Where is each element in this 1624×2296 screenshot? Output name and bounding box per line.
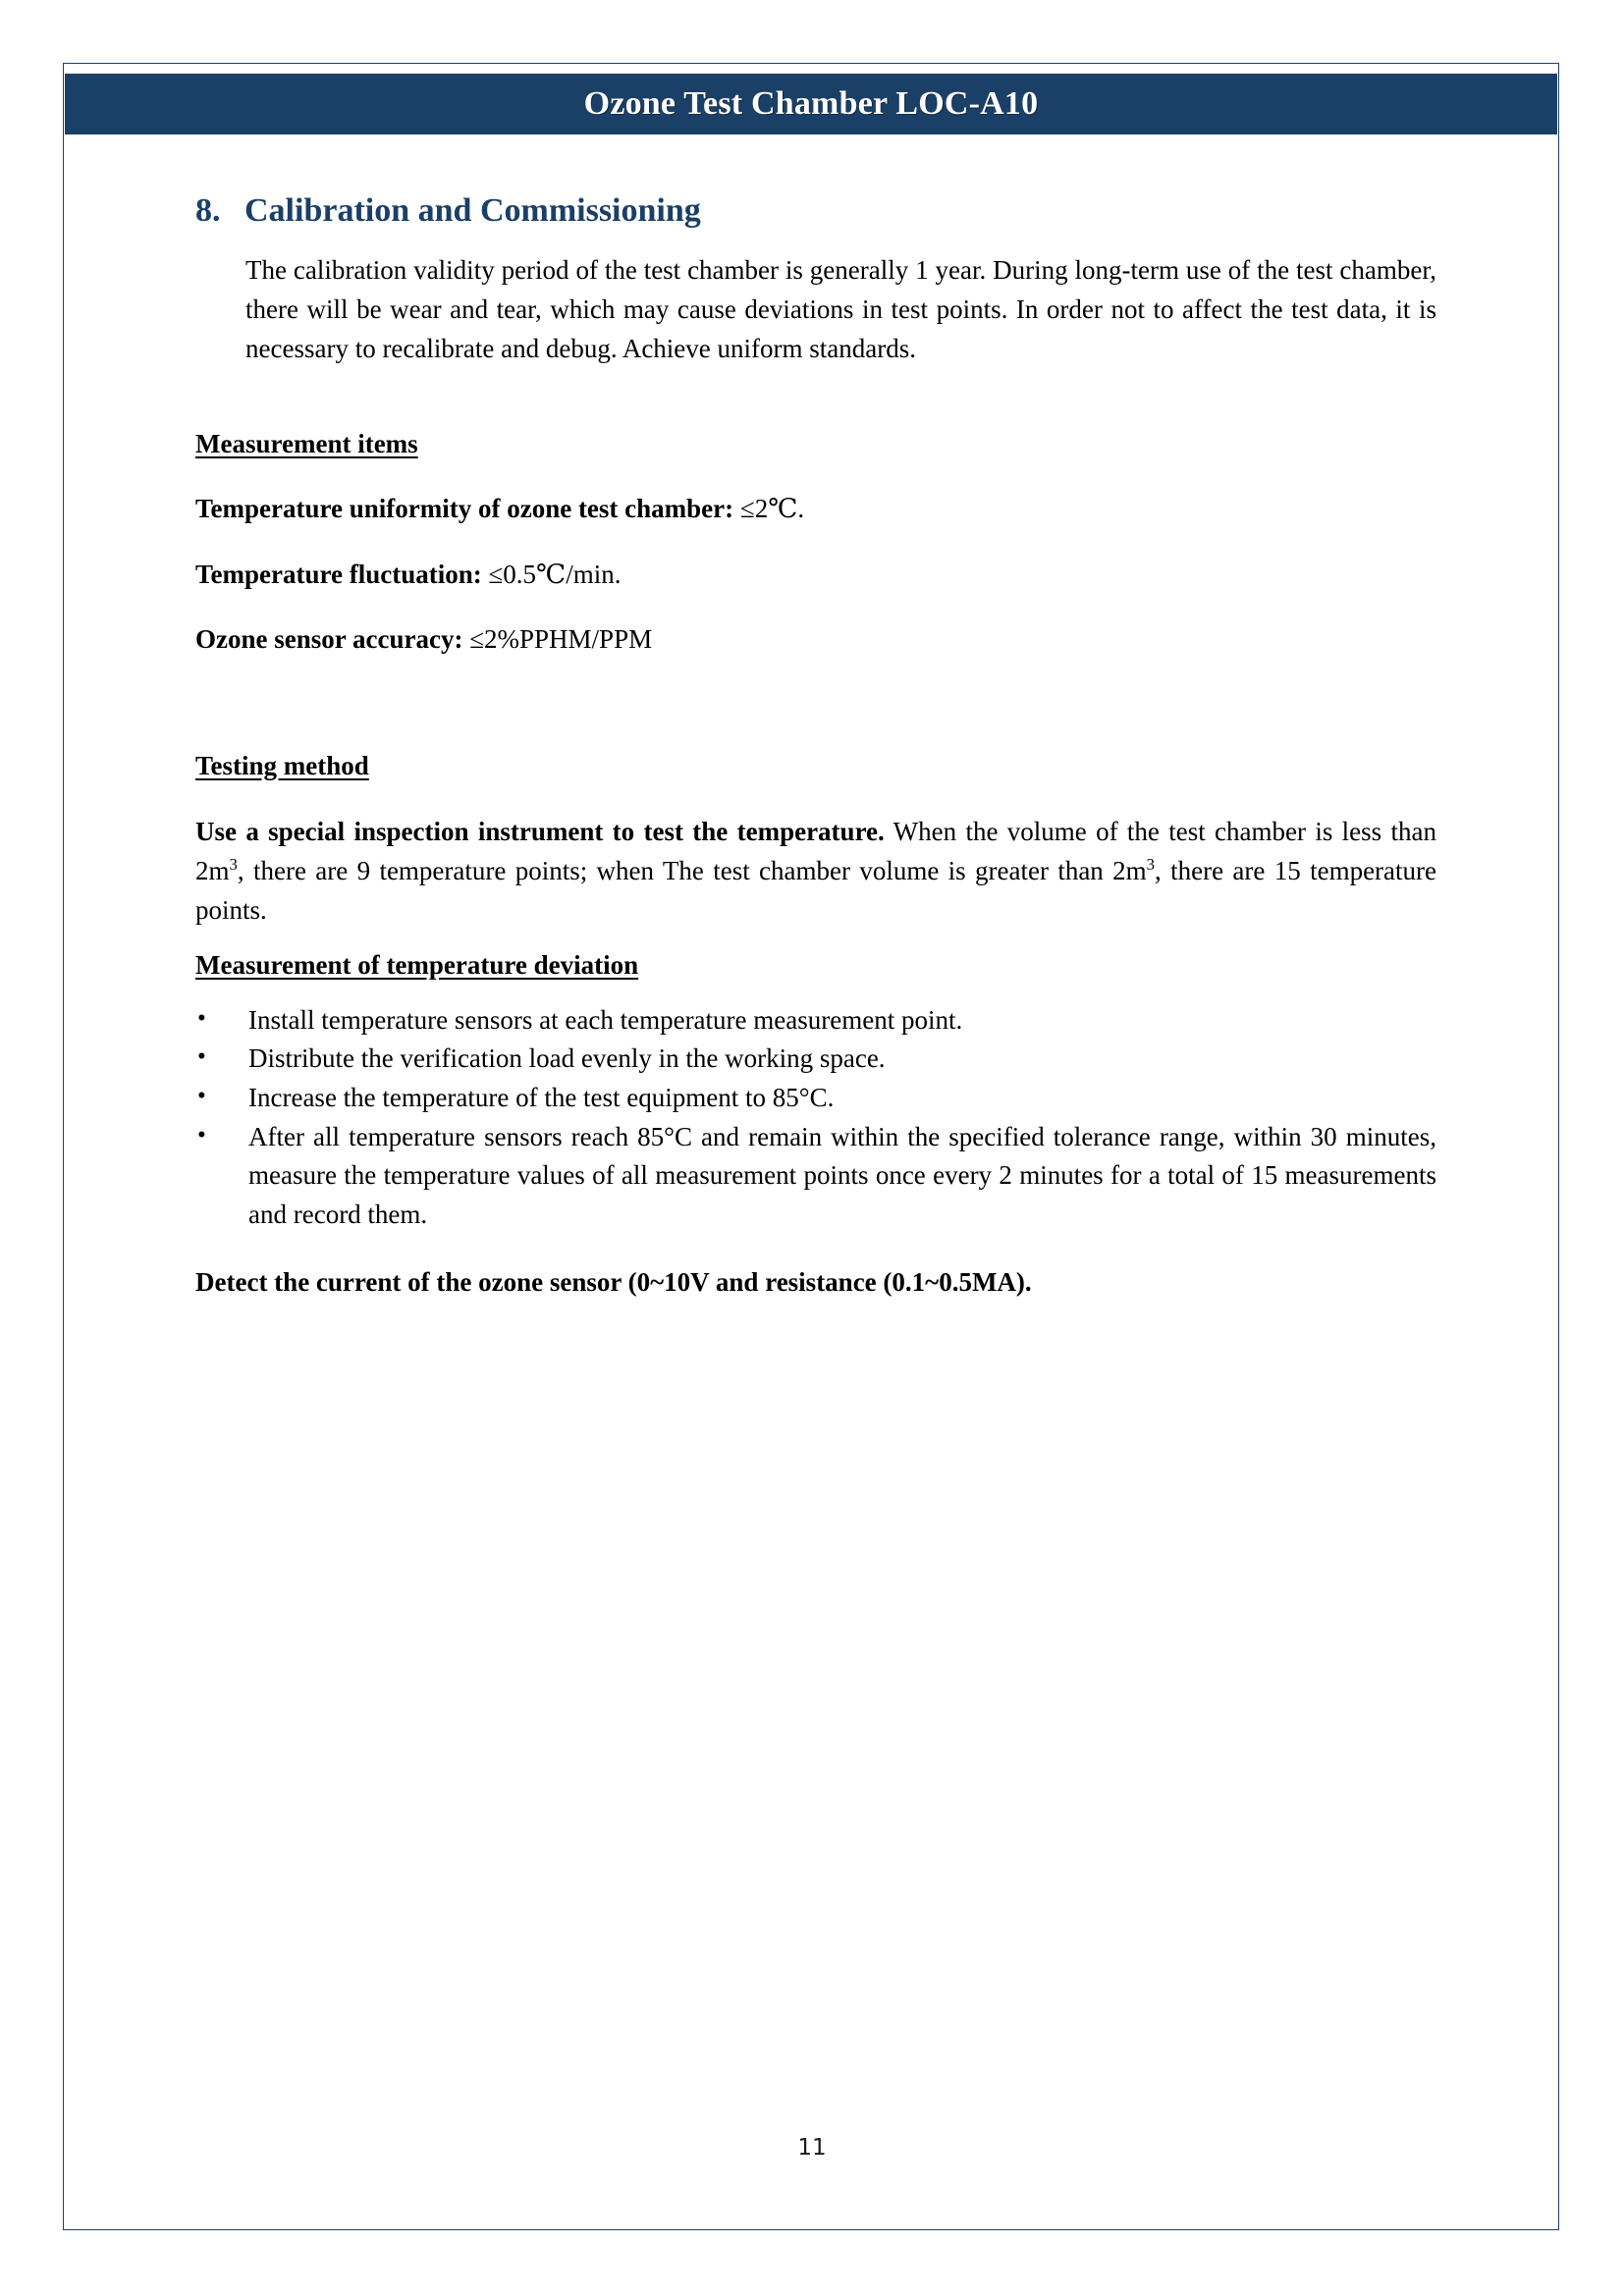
closing-statement: Detect the current of the ozone sensor (0~10V and resistance (0.1~0.5MA).: [195, 1266, 1032, 1297]
testing-method-text-a: When the volume of the test chamber is less than 2m: [195, 817, 1436, 885]
superscript-cubic-a: 3: [229, 854, 238, 874]
spec-line-temperature-uniformity: [195, 491, 1436, 526]
spec-line-temperature-fluctuation: [195, 557, 1436, 592]
intro-paragraph: The calibration validity period of the test chamber is generally 1 year. During long-term use of the test chamber, there will be wear and tear, which may cause deviations in test points. In order not to affect the test data, it is necessary to recalibrate and debug. Achieve uniform standards.: [245, 255, 1436, 363]
section-heading: [195, 192, 1436, 230]
bullet-dot-icon: •: [197, 1043, 206, 1071]
list-item: [195, 1118, 1436, 1235]
spacer: [195, 592, 1436, 621]
bullet-dot-icon: •: [197, 1004, 206, 1032]
bullet-dot-icon: •: [197, 1083, 206, 1109]
document-header-band: [65, 74, 1557, 134]
testing-method-text-c: , there are 15 temperature points.: [195, 855, 1437, 925]
superscript-cubic-b: 3: [1146, 854, 1156, 874]
temperature-deviation-bullet-list: [195, 1001, 1436, 1235]
spec-label: Temperature uniformity of ozone test chamber:: [195, 494, 734, 524]
section-title: Calibration and Commissioning: [244, 192, 701, 229]
spec-value: ≤0.5℃/min.: [481, 559, 622, 589]
list-item: [195, 1001, 1436, 1041]
spec-value: ≤2℃.: [733, 494, 805, 524]
spacer: [195, 783, 1436, 813]
list-item-label: Increase the temperature of the test equipment to 85°C.: [248, 1083, 835, 1112]
spec-line-ozone-sensor-accuracy: [195, 621, 1436, 657]
list-item-label: Install temperature sensors at each temperature measurement point.: [248, 1004, 963, 1035]
spacer: [195, 1235, 1436, 1264]
temperature-deviation-heading: Measurement of temperature deviation: [195, 950, 639, 981]
bullet-dot-icon: •: [197, 1121, 206, 1148]
page-number: 11: [797, 2135, 827, 2161]
document-content: [195, 192, 1436, 1302]
list-item: [195, 1079, 1436, 1118]
list-item-label: After all temperature sensors reach 85°C and remain within the specified tolerance range, within 30 minutes, measure the temperature values of all measurement points once every 2 minutes for a total of 15 measurements and record them.: [248, 1121, 1436, 1230]
spacer: [195, 369, 1436, 426]
testing-method-heading: Testing method: [195, 750, 369, 780]
testing-method-paragraph: [195, 813, 1436, 930]
list-item: [195, 1040, 1436, 1079]
spacer: [195, 461, 1436, 491]
document-title: Ozone Test Chamber LOC-A10: [583, 85, 1039, 122]
spec-label: Ozone sensor accuracy:: [195, 624, 463, 655]
spec-label: Temperature fluctuation:: [195, 559, 482, 589]
spacer: [195, 658, 1436, 748]
list-item-label: Distribute the verification load evenly in the working space.: [248, 1043, 886, 1074]
testing-method-text-b: , there are 9 temperature points; when The test chamber volume is greater than 2m: [237, 855, 1147, 885]
spacer: [195, 930, 1436, 947]
spacer: [195, 984, 1436, 1001]
spacer: [195, 527, 1436, 557]
section-number: 8.: [195, 192, 221, 229]
spec-value: ≤2%PPHM/PPM: [462, 624, 653, 655]
measurement-items-heading: Measurement items: [195, 428, 418, 458]
testing-method-lead-bold: Use a special inspection instrument to test the temperature.: [195, 817, 885, 847]
